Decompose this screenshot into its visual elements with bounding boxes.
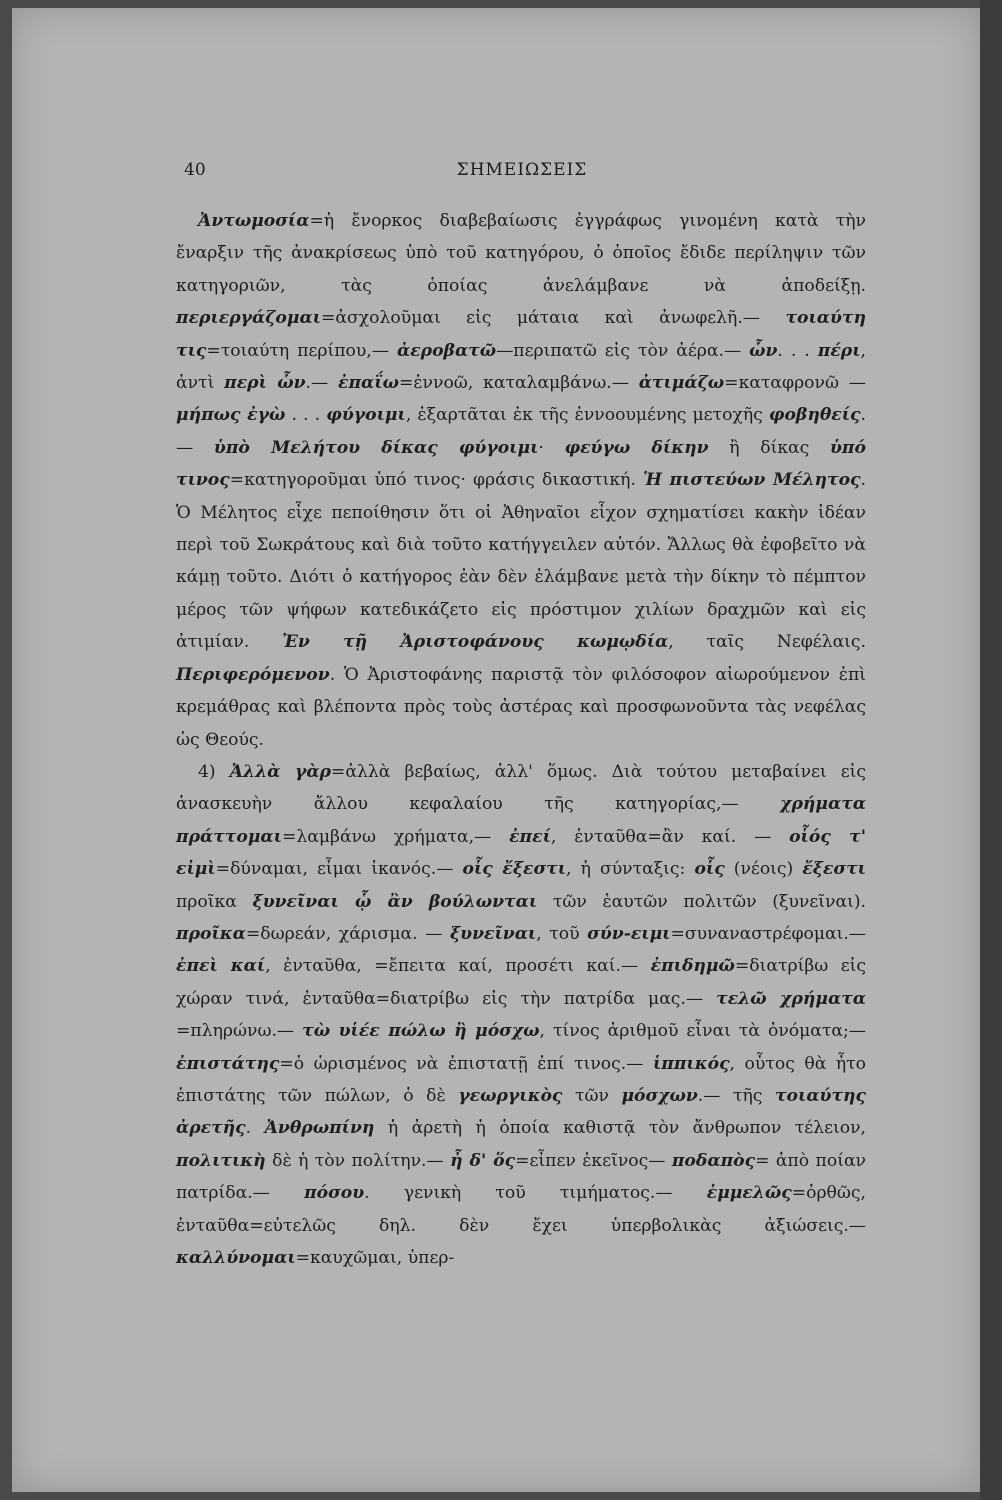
note-text: =πληρώνω.— — [176, 1021, 303, 1042]
note-text: =δωρεάν, χάρισμα. — — [245, 923, 450, 944]
lemma-term: περὶ ὧν — [224, 373, 306, 394]
lemma-term: ἔξεστι — [802, 859, 866, 880]
lemma-term: φύγοιμι — [326, 405, 406, 426]
note-text: , ἡ σύνταξις: — [566, 859, 695, 880]
note-text: , οὗτος θὰ ἦτο ἐπιστάτης τῶν πώλων, ὁ δὲ — [176, 1053, 866, 1106]
lemma-term: σύν-ειμι — [587, 923, 671, 944]
note-text: . γενικὴ τοῦ τιμήματος.— — [364, 1183, 707, 1204]
lemma-term: τοιαύτη τις — [176, 308, 866, 361]
note-text: , τίνος ἀριθμοῦ εἶναι τὰ ὀνόματα;— — [539, 1021, 866, 1042]
lemma-term: Περιφερόμενον — [176, 664, 330, 685]
lemma-term: καλλύνομαι — [176, 1248, 296, 1268]
lemma-term: ἦ δ' ὅς — [450, 1150, 516, 1171]
lemma-term: τελῶ χρήματα — [716, 988, 866, 1009]
note-text: , ἐνταῦθα, =ἔπειτα καί, προσέτι καί.— — [265, 956, 651, 977]
lemma-term: περιεργάζομαι — [176, 308, 321, 329]
lemma-term: πολιτικὴ — [176, 1150, 266, 1171]
note-text: =καταφρονῶ — — [724, 373, 866, 394]
note-text: , ἐξαρτᾶται ἐκ τῆς ἐννοουμένης μετοχῆς — [405, 405, 769, 426]
note-text: , τοῦ — [536, 923, 588, 944]
lemma-term: μήπως ἐγὼ — [176, 405, 286, 426]
note-text: =ἡ ἔνορκος διαβεβαίωσις ἐγγράφως γινομένη κατὰ τὴν ἔναρξιν τῆς ἀνακρίσεως ὑπὸ τοῦ κατηγόρου, ὁ ὁποῖος ἔδιδε περίληψιν τῶν κατηγοριῶν, τὰς ὁποίας ἀνελάμβανε νὰ ἀποδείξῃ. — [176, 211, 866, 296]
lemma-term: οἷς — [694, 859, 725, 880]
note-text: .— τῆς — [697, 1085, 775, 1106]
note-text: =ὁ ὡρισμένος νὰ ἐπιστατῇ ἐπί τινος.— — [279, 1053, 653, 1074]
lemma-term: τὼ υἱέε πώλω ἢ μόσχω — [302, 1021, 540, 1042]
scan-edge — [980, 0, 1002, 1500]
note-text: . . . — [285, 405, 327, 426]
lemma-term: οἷός τ' εἰμὶ — [176, 826, 866, 880]
lemma-term: ξυνεῖναι — [449, 923, 537, 944]
note-text: =τοιαύτη περίπου,— — [206, 340, 397, 361]
lemma-term: ἐπαΐω — [338, 373, 399, 394]
lemma-term: φεύγω δίκην — [564, 437, 709, 458]
lemma-term: ἀεροβατῶ — [396, 340, 497, 361]
lemma-term: ἐμμελῶς — [706, 1183, 792, 1204]
lemma-term: ὧν — [749, 340, 778, 361]
note-text: . . . — [777, 340, 818, 361]
note-text: =διατρίβω εἰς χώραν τινά, ἐνταῦθα=διατρίβω εἰς τὴν πατρίδα μας.— — [176, 956, 867, 1009]
lemma-term: ἱππικός — [652, 1053, 730, 1074]
note-text: δὲ ἡ τὸν πολίτην.— — [265, 1150, 451, 1171]
lemma-term: ἐπεί — [509, 826, 551, 847]
note-text: , ταῖς Νεφέλαις. — [668, 632, 866, 653]
lemma-term: χρήματα πράττομαι — [176, 794, 866, 847]
note-text: =κατηγοροῦμαι ὑπό τινος· φράσις δικαστική. — [229, 470, 644, 491]
note-text: =ἀλλὰ βεβαίως, ἀλλ' ὅμως. Διὰ τούτου μεταβαίνει εἰς ἀνασκευὴν ἄλλου κεφαλαίου τῆς κατηγορίας,— — [176, 761, 867, 815]
note-text: τῶν — [562, 1085, 622, 1106]
lemma-term: Ἀλλὰ γὰρ — [229, 761, 331, 782]
lemma-term: ποδαπὸς — [671, 1150, 756, 1171]
lemma-term: ἀτιμάζω — [638, 373, 725, 394]
note-text: =ἐννοῶ, καταλαμβάνω.— — [398, 373, 639, 394]
note-text: · — [538, 437, 565, 458]
lemma-term: πόσου — [304, 1183, 365, 1204]
note-text: =συναναστρέφομαι.— — [670, 923, 866, 944]
lemma-term: ξυνεῖναι ᾧ ἂν βούλωνται — [252, 891, 538, 912]
note-text: τῶν ἑαυτῶν πολιτῶν (ξυνεῖναι). — [537, 891, 866, 912]
note-text: 4) — [198, 761, 230, 782]
note-text: =λαμβάνω χρήματα,— — [281, 826, 510, 847]
paragraph-1 — [176, 205, 866, 756]
paragraph-2 — [176, 756, 866, 1275]
note-text: = ἀπὸ ποίαν πατρίδα.— — [176, 1150, 866, 1204]
lemma-term: προῖκα — [176, 923, 246, 944]
note-text: =δύναμαι, εἶμαι ἱκανός.— — [215, 859, 463, 880]
lemma-term: Ἡ πιστεύων Μέλητος — [643, 470, 861, 491]
note-text: =ἀσχολοῦμαι εἰς μάταια καὶ ἀνωφελῆ.— — [321, 308, 786, 329]
note-text: =ὀρθῶς, ἐνταῦθα=εὐτελῶς δηλ. δὲν ἔχει ὑπερβολικὰς ἀξιώσεις.— — [176, 1183, 867, 1236]
note-text: . Ὁ Μέλητος εἶχε πεποίθησιν ὅτι οἱ Ἀθηναῖοι εἶχον σχηματίσει κακὴν ἰδέαν περὶ τοῦ Σωκράτους καὶ διὰ τοῦτο κατήγγειλεν αὐτόν. Ἄλλως θὰ ἐφοβεῖτο νὰ κάμῃ τοῦτο. Διότι ὁ κατήγορος ἐὰν δὲν ἐλάμβανε μετὰ τὴν δίκην τὸ πέμπτον μέρος τῶν ψήφων κατεδικάζετο εἰς πρόστιμον χιλίων δραχμῶν καὶ εἰς ἀτιμίαν. — [176, 470, 866, 653]
lemma-term: Ἀντωμοσία — [198, 211, 310, 231]
lemma-term: τοιαύτης ἀρετῆς — [176, 1085, 866, 1139]
note-text: , ἀντὶ — [176, 340, 866, 394]
note-text: , ἐνταῦθα=ἂν καί. — — [550, 826, 790, 847]
lemma-term: ὑπό τινος — [176, 437, 866, 491]
page-number: 40 — [184, 160, 206, 180]
lemma-term: οἷς ἔξεστι — [462, 859, 567, 880]
lemma-term: ὑπὸ Μελήτου δίκας φύγοιμι — [213, 437, 539, 458]
lemma-term: Ἀνθρωπίνη — [264, 1118, 375, 1139]
note-text: .— — [176, 405, 866, 458]
lemma-term: ἐπιστάτης — [176, 1053, 280, 1074]
lemma-term: φοβηθείς — [768, 405, 861, 426]
notes-body — [176, 205, 866, 1274]
note-text: .— — [305, 373, 338, 394]
lemma-term: γεωργικὸς — [458, 1085, 563, 1106]
lemma-term: Ἐν τῇ Ἀριστοφάνους κωμῳδία — [282, 632, 669, 653]
note-text: . Ὁ Ἀριστοφάνης παριστᾷ τὸν φιλόσοφον αἰωρούμενον ἐπὶ κρεμάθρας καὶ βλέποντα πρὸς τοὺς ἀστέρας καὶ προσφωνοῦντα τὰς νεφέλας ὡς Θεούς. — [176, 664, 866, 750]
note-text: . — [245, 1118, 265, 1139]
page-header — [184, 160, 860, 184]
note-text: ἢ δίκας — [708, 437, 830, 458]
note-text: =καυχῶμαι, ὑπερ- — [295, 1248, 455, 1268]
lemma-term: ἐπιδημῶ — [650, 956, 735, 977]
note-text: προῖκα — [176, 891, 253, 912]
note-text: (νέοις) — [724, 859, 803, 880]
note-text: —περιπατῶ εἰς τὸν ἀέρα.— — [496, 340, 750, 361]
running-title: ΣΗΜΕΙΩΣΕΙΣ — [456, 160, 588, 180]
lemma-term: μόσχων — [621, 1085, 698, 1106]
note-text: ἡ ἀρετὴ ἡ ὁποία καθιστᾷ τὸν ἄνθρωπον τέλειον, — [374, 1118, 866, 1139]
lemma-term: ἐπεὶ καί — [176, 956, 266, 977]
lemma-term: πέρι — [817, 340, 861, 361]
note-text: =εἶπεν ἐκεῖνος— — [515, 1150, 672, 1171]
